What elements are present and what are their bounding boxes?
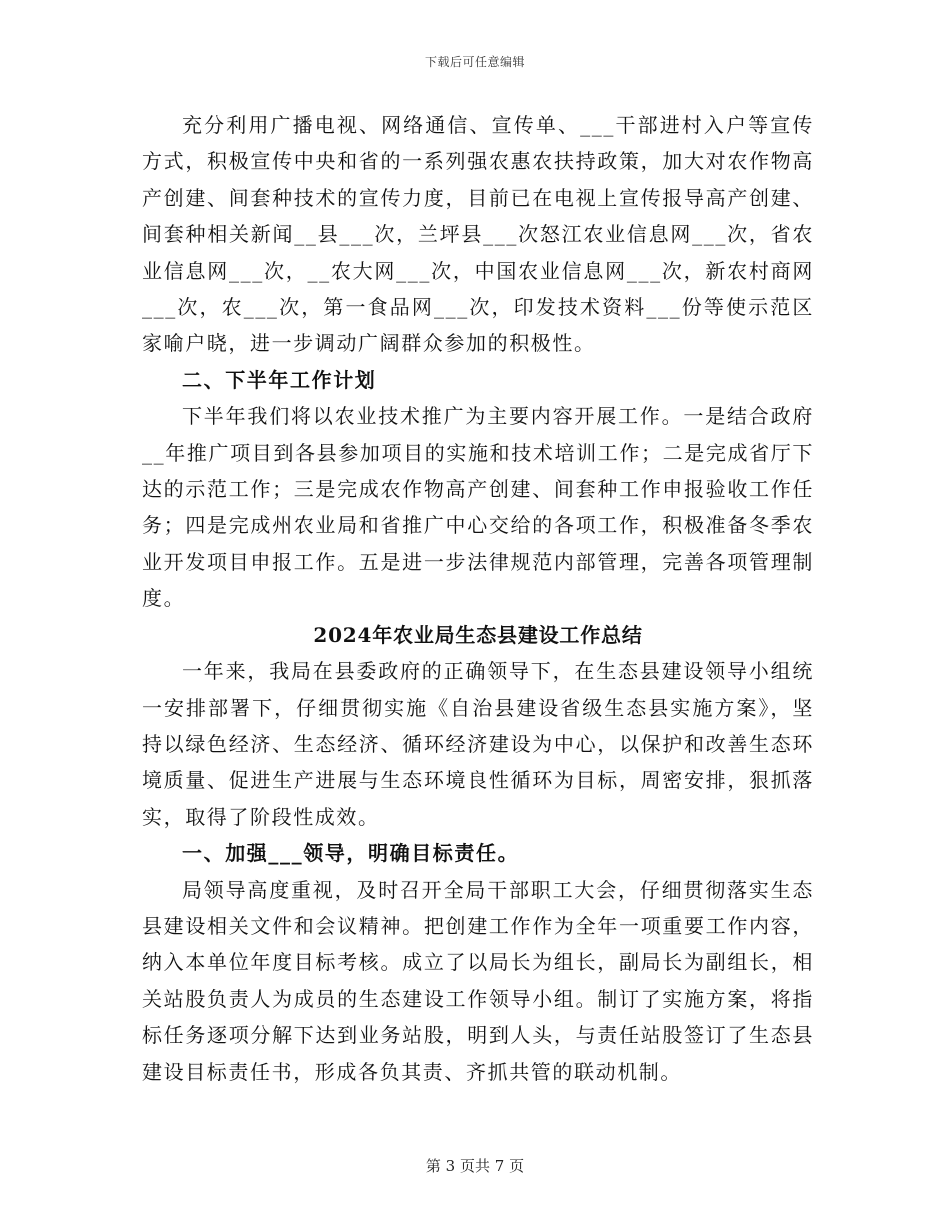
document-title: 2024年农业局生态县建设工作总结: [313, 622, 643, 647]
paragraph-plan: 下半年我们将以农业技术推广为主要内容开展工作。一是结合政府__年推广项目到各县参加项目的实施和技术培训工作；二是完成省厅下达的示范工作；三是完成农作物高产创建、间套种工作申报验收工作任务；四是完成州农业局和省推广中心交给的各项工作，积极准备冬季农业开发项目申报工作。五是进一步法律规范内部管理，完善各项管理制度。: [142, 404, 814, 611]
paragraph-publicity: 充分利用广播电视、网络通信、宣传单、___干部进村入户等宣传方式，积极宣传中央和省的一系列强农惠农扶持政策，加大对农作物高产创建、间套种技术的宣传力度，目前已在电视上宣传报导高产创建、间套种相关新闻__县___次，兰坪县___次怒江农业信息网___次，省农业信息网___次，__农大网___次，中国农业信息网___次，新农村商网___次，农___次，第一食品网___次，印发技术资料___份等使示范区家喻户晓，进一步调动广阔群众参加的积极性。: [142, 113, 814, 356]
section-heading-leadership: 一、加强___领导，明确目标责任。: [182, 841, 520, 866]
section-heading-plan: 二、下半年工作计划: [182, 367, 377, 392]
page-header: 下载后可任意编辑: [424, 55, 525, 69]
page-footer: 第 3 页共 7 页: [425, 1157, 525, 1175]
document-body: [142, 107, 814, 1090]
paragraph-intro: 一年来，我局在县委政府的正确领导下，在生态县建设领导小组统一安排部署下，仔细贯彻实施《自治县建设省级生态县实施方案》，坚持以绿色经济、生态经济、循环经济建设为中心，以保护和改善生态环境质量、促进生产进展与生态环境良性循环为目标，周密安排，狠抓落实，取得了阶段性成效。: [142, 659, 814, 829]
paragraph-leadership: 局领导高度重视，及时召开全局干部职工大会，仔细贯彻落实生态县建设相关文件和会议精神。把创建工作作为全年一项重要工作内容，纳入本单位年度目标考核。成立了以局长为组长，副局长为副组长，相关站股负责人为成员的生态建设工作领导小组。制订了实施方案，将指标任务逐项分解下达到业务站股，明到人头，与责任站股签订了生态县建设目标责任书，形成各负其责、齐抓共管的联动机制。: [142, 877, 814, 1084]
